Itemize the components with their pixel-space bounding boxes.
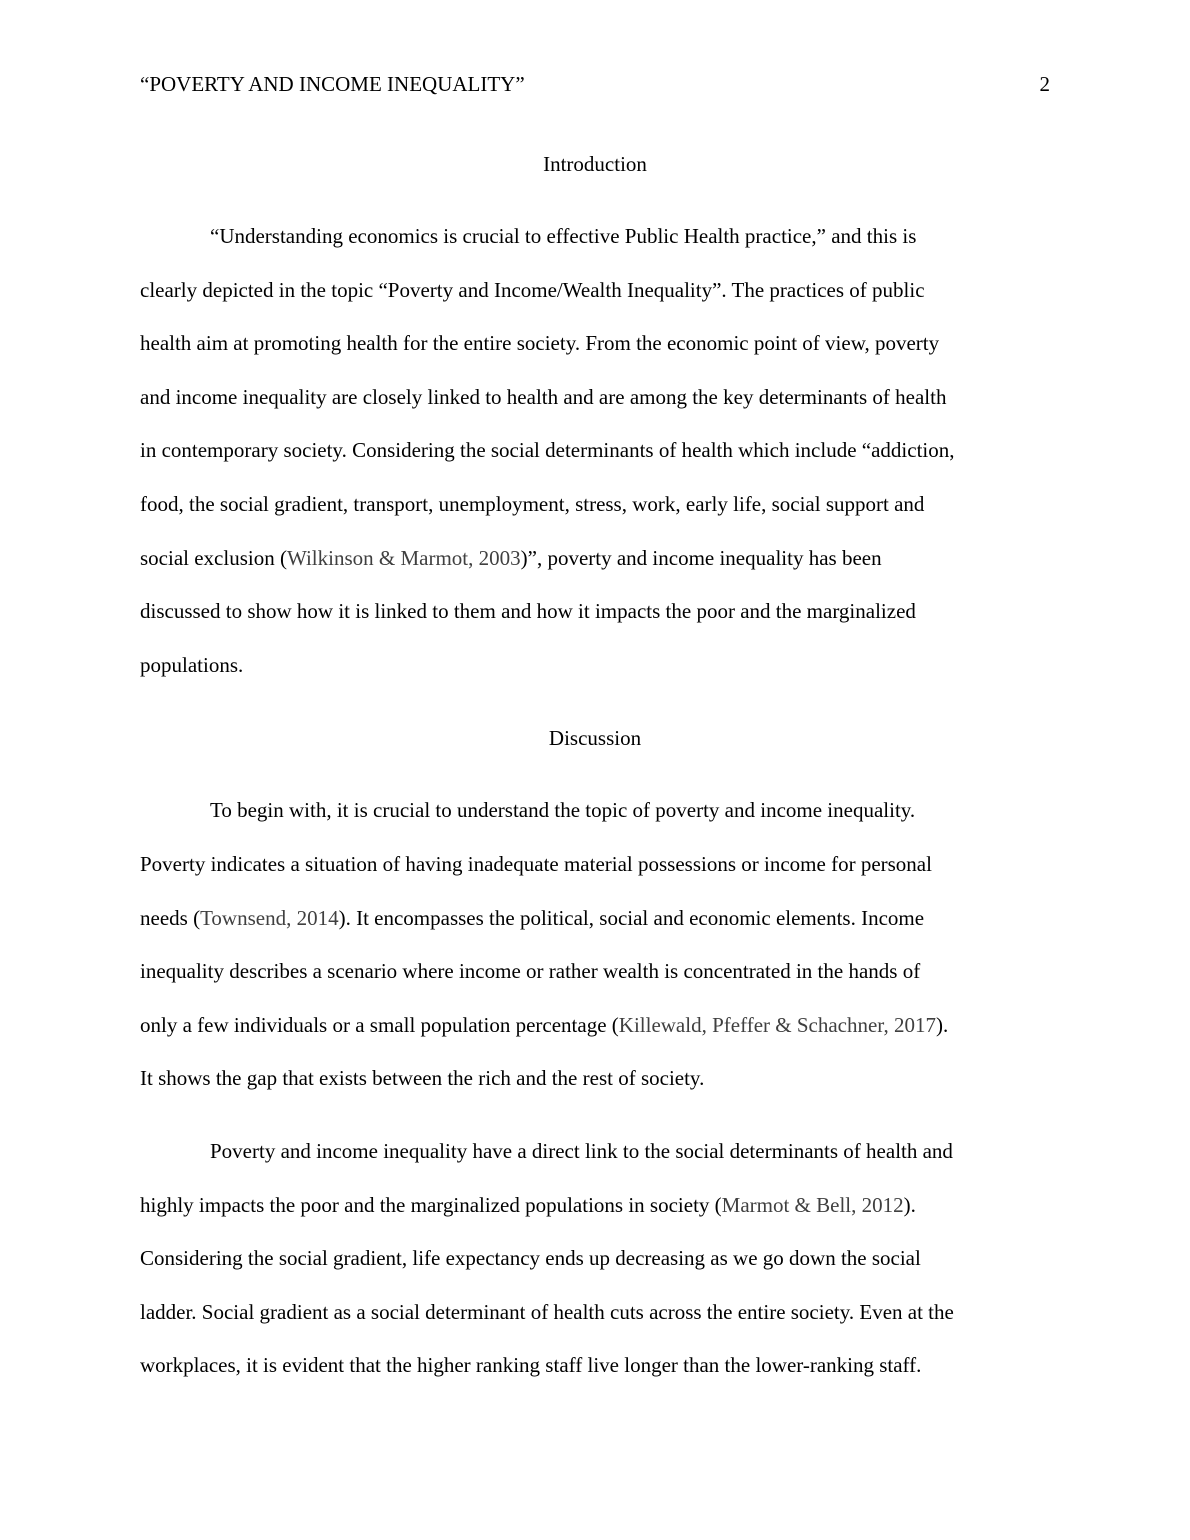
- paragraph-line: [140, 892, 1050, 946]
- text-run: social exclusion (: [140, 545, 287, 570]
- text-run: ). It encompasses the political, social and economic elements. Income: [338, 905, 925, 930]
- paragraph-line: [140, 999, 1050, 1053]
- body-text: [140, 137, 1050, 1393]
- text-run: highly impacts the poor and the marginalized populations in society (: [140, 1192, 722, 1217]
- text-run: ).: [903, 1192, 916, 1217]
- paragraph-line: Poverty and income inequality have a direct link to the social determinants of health and: [210, 1138, 953, 1163]
- citation-marmot-bell: Marmot & Bell, 2012: [721, 1192, 904, 1217]
- paragraph-line: inequality describes a scenario where income or rather wealth is concentrated in the hands of: [140, 959, 921, 984]
- paragraph-line: It shows the gap that exists between the rich and the rest of society.: [140, 1066, 705, 1091]
- paragraph-line: and income inequality are closely linked to health and are among the key determinants of health: [140, 384, 947, 409]
- paragraph-line: food, the social gradient, transport, unemployment, stress, work, early life, social support and: [140, 491, 925, 516]
- paragraph-line: To begin with, it is crucial to understand the topic of poverty and income inequality.: [210, 798, 916, 823]
- discussion-heading: Discussion: [548, 726, 642, 751]
- discussion-paragraph-2: [140, 1125, 1050, 1393]
- introduction-paragraph: [140, 210, 1050, 692]
- citation-townsend: Townsend, 2014: [200, 905, 339, 930]
- paragraph-line: populations.: [140, 652, 244, 677]
- paragraph-line: Considering the social gradient, life expectancy ends up decreasing as we go down the social: [140, 1246, 921, 1271]
- text-run: only a few individuals or a small population percentage (: [140, 1012, 619, 1037]
- paragraph-line: ladder. Social gradient as a social determinant of health cuts across the entire society. Even at the: [140, 1299, 954, 1324]
- introduction-heading: Introduction: [543, 152, 647, 176]
- paragraph-line: clearly depicted in the topic “Poverty and Income/Wealth Inequality”. The practices of public: [140, 277, 925, 302]
- paragraph-line: [140, 1179, 1050, 1233]
- discussion-paragraph-1: [140, 784, 1050, 1106]
- text-run: needs (: [140, 905, 201, 930]
- page-number: 2: [1039, 72, 1050, 96]
- paragraph-line: in contemporary society. Considering the social determinants of health which include “addiction,: [140, 438, 955, 463]
- text-run: )”, poverty and income inequality has been: [520, 545, 882, 570]
- paragraph-line: Poverty indicates a situation of having inadequate material possessions or income for personal: [140, 851, 932, 876]
- citation-killewald: Killewald, Pfeffer & Schachner, 2017: [618, 1012, 936, 1037]
- citation-wilkinson-marmot: Wilkinson & Marmot, 2003: [286, 545, 521, 570]
- paragraph-line: “Understanding economics is crucial to effective Public Health practice,” and this is: [210, 224, 917, 248]
- paragraph-line: workplaces, it is evident that the higher ranking staff live longer than the lower-ranking staff.: [140, 1353, 922, 1378]
- running-head: “POVERTY AND INCOME INEQUALITY”: [140, 72, 525, 96]
- text-run: ).: [935, 1012, 949, 1037]
- paragraph-line: [140, 532, 1050, 586]
- paragraph-line: discussed to show how it is linked to them and how it impacts the poor and the marginalized: [140, 599, 916, 624]
- paragraph-line: health aim at promoting health for the entire society. From the economic point of view, poverty: [140, 331, 940, 356]
